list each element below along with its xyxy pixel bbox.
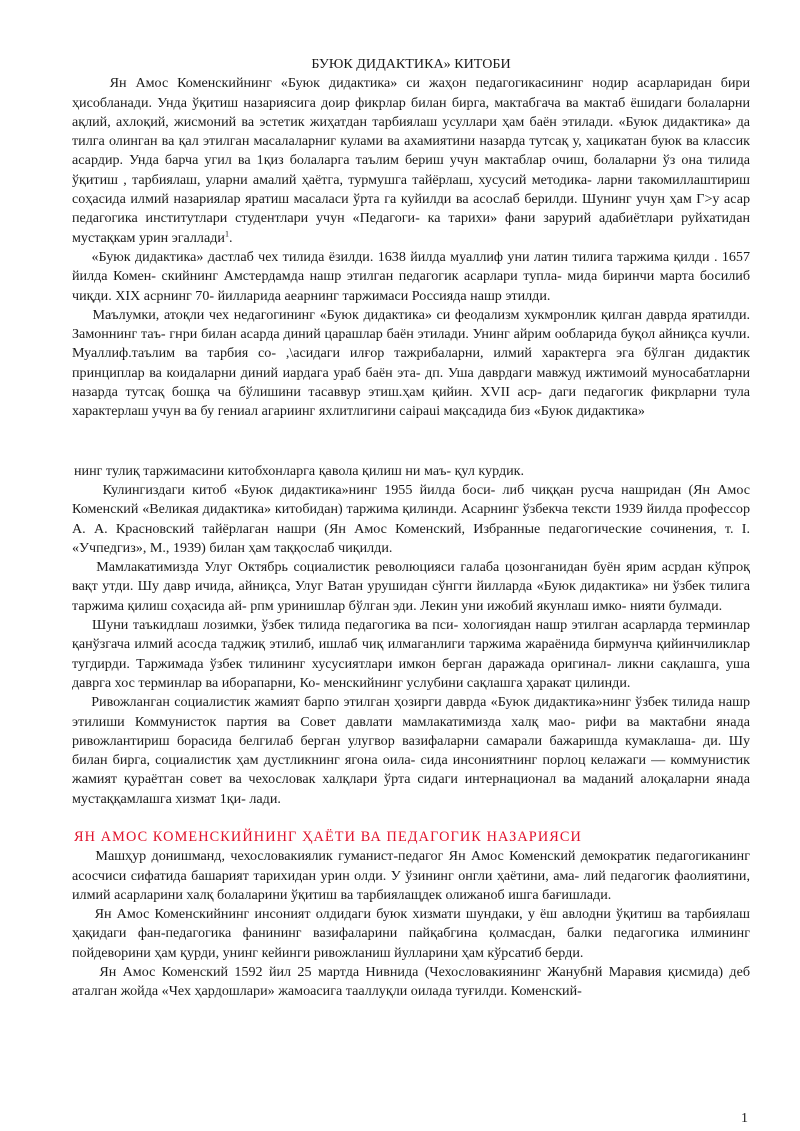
paragraph-2-text: «Буюк дидактика» дастлаб чех тилида ёзилди. 1638 йилда муаллиф уни латин тилига таржима қилди . 1657 йилда Комен- скийнинг Амстердамда нашр этилган педагогик асарлари тупла- мида биринчи марта босилиб чиқди. XIX асрнинг 70- йилларида аеарнинг таржимаси Россияда нашр этилди. — [72, 248, 751, 304]
paragraph-3-text: Маълумки, атоқли чех недагогининг «Буюк дидактика» си феодализм хукмронлик қилган даврда яратилди. Замоннинг таъ- гнри билан асарда диний царашлар баён этилади. Унинг айрим ообларида буқол айниқса кучли. Муаллиф.таълим ва тарбия со- ,\асидаги илғор тажрибаларни, илмий характерга эга бўлган дидактик принциплар ва коидаларни диний иардага ураб баён эта- дп. Уша даврдаги мавжуд ижтимоий муносабатларни назарда тутсақ бошқа ча бўлишини тасаввур этиш.ҳам қийин. XVII аср- даги педагогик фикрларни тула характерлаш учун ва бу гениал агариинг яхлитлигини саipaui мақсадида биз «Буюк дидактика» — [72, 306, 751, 420]
paragraph-9-text: Машҳур донишманд, чехословакиялик гуманист-педагог Ян Амос Коменский демократик педагогиканинг асосчиси сифатида башарият тарихидан урин олди. У ўзининг онгли ҳаётини, ама- лий педагогик фаолиятини, илмий асарларини халқ болаларини ўқитиш ва тарбиялащдек олижаноб ишга бағишлади. — [72, 848, 751, 903]
paragraph-1-text: Ян Амос Коменскийнинг «Буюк дидактика» си жаҳон педагогикасининг нодир асарларидан бири ҳисобланади. Унда ўқитиш назариясига доир фикрлар билан бирга, мактабгача ва мактаб ёшидаги болаларни ақлий, ахлоқий, жисмоний ва эстетик жиҳатдан тарбиялаш усуллари ҳам баён этилади. «Буюк дидактика» да тилга олинган ва қал этилган масалаларниг кулами ва ахамиятини назарда тутсақ у, хацикатан буюк ва классик асардир. Унда барча угил ва 1қиз болаларга таълим бериш учун мактаблар очиш, болаларни ўз она тилида ўқитиш , тарбиялаш, уларни амалий ҳаётга, турмушга тайёрлаш, хусусий методика- ларни такомиллаштириш соҳасида илмий назариялар яратиш масаласи ўрта га куйилди ва асослаб берилди. Шунинг учун ҳам Г>у асар педагогика институтлари студентлари учун «Педагоги- ка тарихи» фани зарурий адабиётлари руйхатидан мустақкам урин эгаллади — [72, 75, 750, 246]
footnote-marker: 1 — [224, 228, 229, 238]
document-title: БУЮК ДИДАКТИКА» КИТОБИ — [311, 56, 511, 72]
paragraph-2 — [72, 248, 750, 306]
paragraph-5-text: Кулингиздаги китоб «Буюк дидактика»нинг 1955 йилда боси- либ чиққан русча нашридан (Ян Амос Коменский «Великая дидактика» китобидан) таржима қилинди. Асарнинг ўзбекча тексти 1939 йилда профессор А. А. Красновский тайёрлаган нашри (Ян Амос Коменский, Избранные педагогические сочинения, т. I. «Учпедгиз», М., 1939) билан ҳам таққослаб чиқилди. — [72, 481, 751, 556]
paragraph-10-text: Ян Амос Коменскийнинг инсоният олдидаги буюк хизмати шундаки, у ёш авлодни ўқитиш ва тарбиялаш ҳақидаги фан-педагогика фанининг вазифаларини пайқабгина қолмасдан, балки педагогика илмининг пойдеворини ҳам қурди, унинг кейинги ривожланиш йулларини ҳам кўрсатиб берди. — [72, 906, 751, 961]
blank-gap-small — [72, 809, 750, 828]
paragraph-10 — [72, 905, 750, 963]
paragraph-7-text: Шуни таъкидлаш лозимки, ўзбек тилида педагогика ва пси- хологиядан нашр этилган асарларда терминлар қанўзгача илмий асосда таджиқ этилиб, ишлаб чиқ илмаганлиги таржима жараёнида бирмунча қийинчиликлар тугдирди. Таржимада ўзбек тилининг хусусиятлари имкон берган даражада оригинал- ликни сақлашга, уша даврга хос терминлар ва иборапарни, Ко- менскийнинг услубини сақлашга ҳаракат цилинди. — [72, 617, 750, 691]
paragraph-6 — [72, 558, 750, 616]
page-number: 1 — [741, 1111, 748, 1126]
blank-gap — [72, 422, 750, 462]
document-page — [72, 55, 750, 1002]
paragraph-4 — [72, 462, 750, 481]
paragraph-5 — [72, 481, 750, 558]
paragraph-9 — [72, 847, 750, 905]
paragraph-4-text: нинг тулиқ таржимасини китобхонларга қавола қилиш ни маъ- қул курдик. — [74, 462, 525, 479]
paragraph-6-text: Мамлакатимизда Улуг Октябрь социалистик революцияси галаба цозонганидан буён ярим асрдан кўпроқ вақт утди. Шу давр ичида, айниқса, Улуг Ватан урушидан сўнгги йилларда «Буюк дидактика» ни ўзбек тилига таржима қилиш соҳасида ай- рпм уринишлар бўлган эди. Лекин уни ижобий якунлаш имко- нияти булмади. — [72, 559, 750, 614]
paragraph-8 — [72, 693, 750, 809]
paragraph-7 — [72, 616, 750, 693]
section-heading: ЯН АМОС КОМЕНСКИЙНИНГ ҲАЁТИ ВА ПЕДАГОГИК НАЗАРИЯСИ — [74, 828, 582, 845]
paragraph-1: Ян Амос Коменскийнинг «Буюк дидактика» си жаҳон педагогикасининг нодир асарларидан бири ҳисобланади. Унда ўқитиш назариясига доир фикрлар билан бирга, мактабгача ва мактаб ёшидаги болаларни ақлий, ахлоқий, жисмоний ва эстетик жиҳатдан тарбиялаш усуллари ҳам баён этилади. «Буюк дидактика» да тилга олинган ва қал этилган масалаларниг кулами ва ахамиятини назарда тутсақ у, хацикатан буюк ва классик асардир. Унда барча угил ва 1қиз болаларга таълим бериш учун мактаблар очиш, болаларни ўз она тилида ўқитиш , тарбиялаш, уларни амалий ҳаётга, турмушга тайёрлаш, хусусий методика- ларни такомиллаштириш соҳасида илмий назариялар яратиш масаласи ўрта га куйилди ва асослаб берилди. Шунинг учун ҳам Г>у асар педагогика институтлари студентлари учун «Педагоги- ка тарихи» фани зарурий адабиётлари руйхатидан мустақкам урин эгаллади$^1$. — [72, 75, 750, 246]
paragraph-11 — [72, 963, 750, 1002]
paragraph-8-text: Ривожланган социалистик жамият барпо этилган ҳозирги даврда «Буюк дидактика»нинг ўзбек тилида нашр этилиши Коммунисток партия ва Совет давлати мамлакатимизда халқ мао- рифи ва мактабни янада ривожлантириш борасида белгилаб берган улугвор вазифаларни самарали бажаришда кумаклаша- ди. Шу билан бирга, социалистик ҳам дустликнинг ягона оила- сида инсониятнинг порлоц келажаги — коммунистик жамият қураётган совет ва чехословак халқлари ўрта сидаги интернационал ва маданий алоқаларни янада мустаққамлашга хизмат 1қи- лади. — [72, 694, 750, 807]
paragraph-3 — [72, 306, 750, 422]
paragraph-11-text: Ян Амос Коменский 1592 йил 25 мартда Нивнида (Чехословакиянинг Жанубнй Маравия қисмида) деб аталган жойда «Чех ҳардошлари» жамоасига тааллуқли оилада туғилди. Коменский- — [72, 964, 751, 1000]
